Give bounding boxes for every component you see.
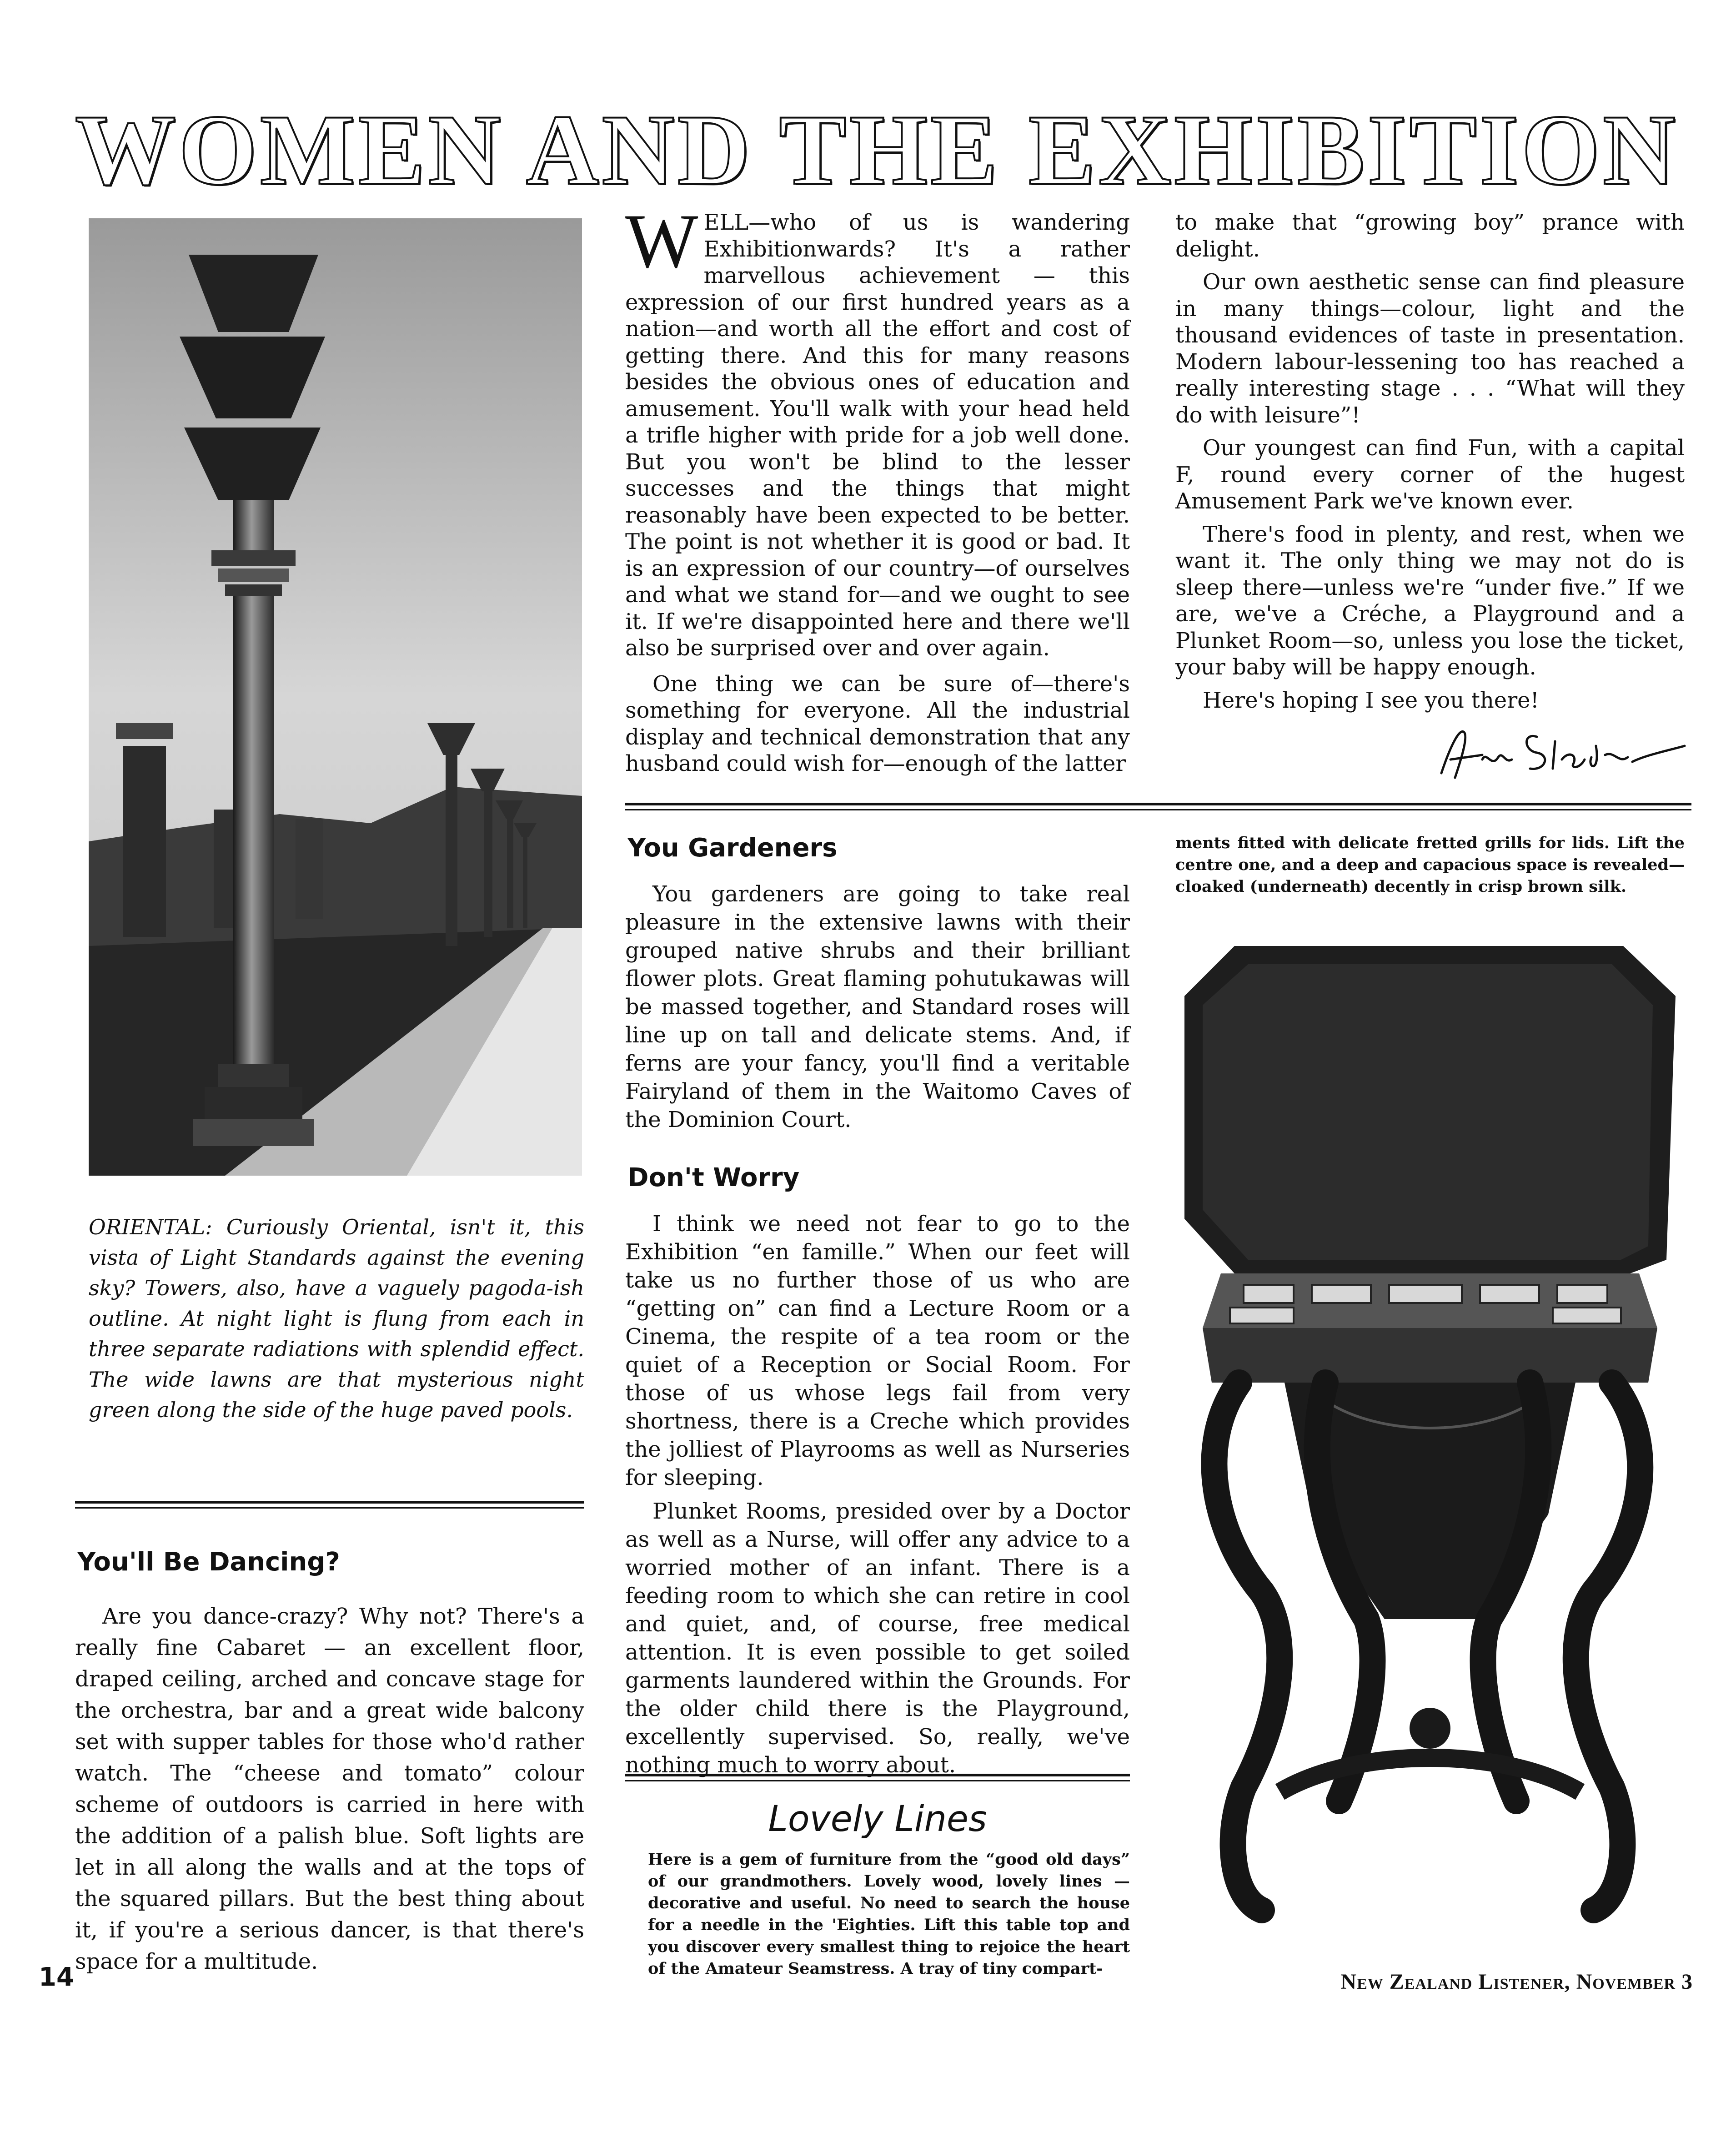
- author-signature: [1432, 719, 1687, 787]
- worry-heading: Don't Worry: [627, 1163, 800, 1192]
- dancing-column: [75, 1601, 584, 1977]
- intro-column-1: [625, 198, 1130, 777]
- gardeners-column: [625, 880, 1130, 1134]
- intro-divider: [625, 803, 1691, 805]
- photo-caption: ORIENTAL: Curiously Oriental, isn't it, this vista of Light Standards against the evening sky? Towers, also, have a vaguely pagoda-ish outline. At night light is flung from each in three separate radiations with splendid effect. The wide lawns are that mysterious night green along the side of the huge paved pools.: [89, 1215, 584, 1422]
- light-standards-illustration: [89, 218, 582, 1176]
- caption-divider: [75, 1501, 584, 1504]
- intro-paragraph-1: [625, 198, 1130, 662]
- worry-paragraph-1: I think we need not fear to go to the Exhibition “en famille.” When our feet will take us no further those of us who are “getting on” can find a Lecture Room or a Cinema, the respite of a tea room or the quiet of a Reception or Social Room. For those of us whose legs fail from very shortness, there is a Creche which provides the jolliest of Playrooms as well as Nurseries for sleeping.: [625, 1211, 1130, 1490]
- light-standards-photo: [89, 218, 582, 1176]
- lovely-lines-column: [648, 1849, 1130, 1980]
- worry-paragraph-2: Plunket Rooms, presided over by a Doctor as well as a Nurse, will offer any advice to a worried mother of an infant. There is a feeding room to which she can retire in cool and quiet, and, of course, free medical attention. It is even possible to get soiled garments laundered within the Grounds. For the older child there is the Playground, excellently supervised. So, really, we've nothing much to worry about.: [625, 1499, 1130, 1778]
- lovely-lines-continued: ments fitted with delicate fretted grills for lids. Lift the centre one, and a deep and capacious space is revealed—cloaked (underneath) decently in crisp brown silk.: [1175, 834, 1685, 896]
- intro-paragraph-2: One thing we can be sure of—there's something for everyone. All the industrial display and technical demonstration that any husband could wish for—enough of the latter: [625, 671, 1130, 776]
- drop-cap: W: [625, 198, 698, 284]
- worry-column: [625, 1210, 1130, 1779]
- gardeners-body: You gardeners are going to take real pleasure in the extensive lawns with their grouped native shrubs and their brilliant flower plots. Great flaming pohutukawas will be massed together, and Standard roses will line up on tall and delicate stems. And, if ferns are your fancy, you'll find a veritable Fairyland of them in the Waitomo Caves of the Dominion Court.: [625, 881, 1130, 1132]
- intro-col2-paragraph-4: There's food in plenty, and rest, when we want it. The only thing we may not do is sleep there—unless we're “under five.” If we are, we've a Créche, a Playground and a Plunket Room—so, unless you lose the ticket, your baby will be happy enough.: [1175, 521, 1685, 680]
- page-headline: WOMEN AND THE EXHIBITION: [75, 94, 1679, 206]
- sewing-table-illustration: [1175, 946, 1685, 1983]
- lovely-lines-heading: Lovely Lines: [768, 1799, 987, 1840]
- lovely-lines-divider: [625, 1774, 1130, 1776]
- intro-col2-paragraph-3: Our youngest can find Fun, with a capital F, round every corner of the hugest Amusement Park we've known ever.: [1175, 435, 1685, 514]
- publication-line: New Zealand Listener, November 3: [1340, 1970, 1693, 1994]
- dancing-heading: You'll Be Dancing?: [77, 1547, 340, 1577]
- dancing-body: Are you dance-crazy? Why not? There's a really fine Cabaret — an excellent floor, draped ceiling, arched and concave stage for the orchestra, bar and a great wide balcony set with supper tables for those who'd rather watch. The “cheese and tomato” colour scheme of outdoors is carried in here with the addition of a palish blue. Soft lights are let in all along the walls and at the tops of the squared pillars. But the best thing about it, if you're a serious dancer, is that there's space for a multitude.: [75, 1604, 584, 1974]
- lovely-lines-body: Here is a gem of furniture from the “good old days” of our grandmothers. Lovely wood, lovely lines —decorative and useful. No need to search the house for a needle in the 'Eighties. Lift this table top and you discover every smallest thing to rejoice the heart of the Amateur Seamstress. A tray of tiny compart-: [648, 1850, 1130, 1978]
- sewing-table-photo: [1175, 946, 1685, 1983]
- lovely-lines-continued-column: [1175, 832, 1685, 898]
- intro-col2-paragraph-1: to make that “growing boy” prance with delight.: [1175, 210, 1685, 262]
- intro-column-2: [1175, 209, 1685, 714]
- intro-col2-paragraph-2: Our own aesthetic sense can find pleasure in many things—colour, light and the thousand evidences of taste in presentation. Modern labour-lessening too has reached a really interesting stage . . . “What will they do with leisure”!: [1175, 269, 1685, 428]
- gardeners-heading: You Gardeners: [627, 833, 838, 863]
- intro-paragraph-1-text: ELL—who of us is wandering Exhibitionwards? It's a rather marvellous achievement — this expression of our first hundred years as a nation—and worth all the effort and cost of getting there. And this for many reasons besides the obvious ones of education and amusement. You'll walk with your head held a trifle higher with pride for a job well done. But you won't be blind to the lesser successes and the things that might reasonably have been expected to be better. The point is not whether it is good or bad. It is an expression of our country—of ourselves and what we stand for—and we ought to see it. If we're disappointed here and there we'll also be surprised over and over again.: [625, 210, 1130, 661]
- page-number: 14: [39, 1962, 74, 1992]
- intro-col2-paragraph-5: Here's hoping I see you there!: [1203, 687, 1539, 713]
